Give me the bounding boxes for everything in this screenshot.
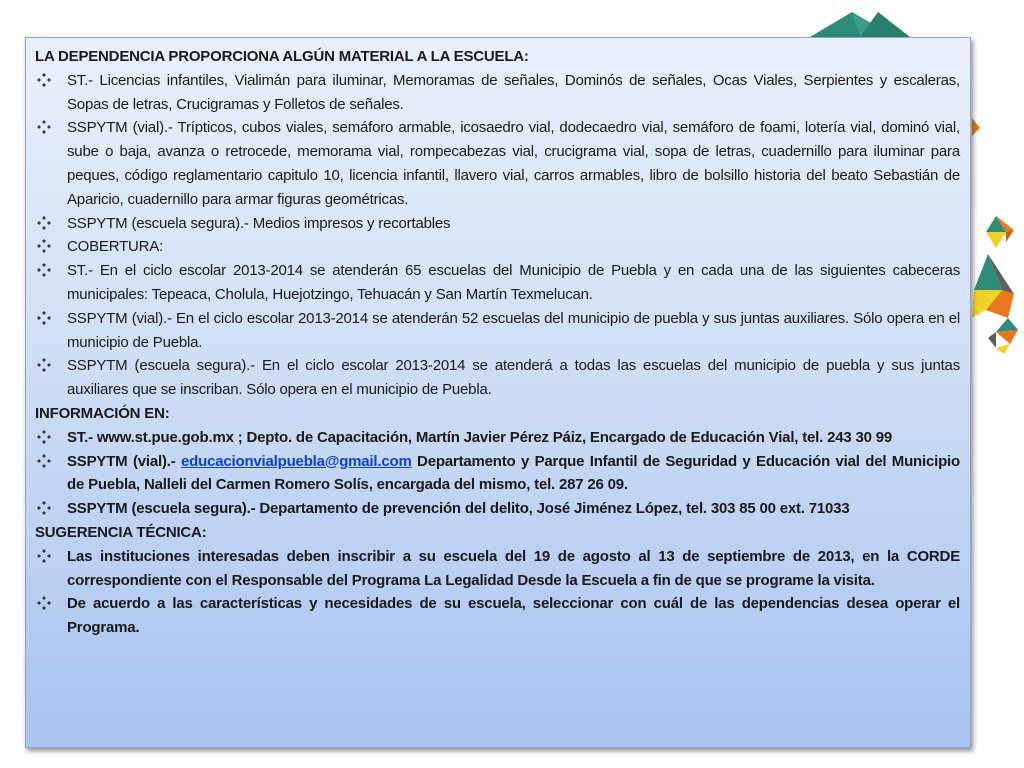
section-heading: LA DEPENDENCIA PROPORCIONA ALGÚN MATERIAL A LA ESCUELA: [35,48,529,65]
diamond-bullet-icon [37,69,51,93]
diamond-bullet-icon [37,450,51,474]
bullet-text: ST.- www.st.pue.gob.mx ; Depto. de Capacitación, Martín Javier Pérez Páiz, Encargado de Educación Vial, tel. 243 30 99 [67,428,892,446]
diamond-bullet-icon [37,426,51,450]
diamond-bullet-icon [37,235,51,259]
bullet-prefix: SSPYTM (vial).- [67,452,182,470]
diamond-bullet-icon [37,307,51,331]
bullet-text: SSPYTM (escuela segura).- Departamento de prevención del delito, José Jiménez López, tel. 303 85 00 ext. 71033 [67,500,850,518]
bullet-text: De acuerdo a las características y necesidades de su escuela, seleccionar con cuál de las dependencias desea operar el Programa. [67,595,960,637]
email-link[interactable]: educacionvialpuebla@gmail.com [181,452,412,470]
bullet-item [35,450,960,498]
diamond-bullet-icon [37,212,51,236]
bullet-text: SSPYTM (escuela segura).- En el ciclo escolar 2013-2014 se atenderá a todas las escuelas del municipio de puebla y sus juntas auxiliares que se inscriban. Sólo opera en el municipio de Puebla. [67,357,960,399]
diamond-bullet-icon [37,259,51,283]
bullet-text: COBERTURA: [67,238,164,256]
bullet-item [35,235,960,259]
diamond-bullet-icon [37,497,51,521]
bullet-text: SSPYTM (escuela segura).- Medios impresos y recortables [67,214,451,232]
section-heading: SUGERENCIA TÉCNICA: [35,523,207,541]
bullet-item [35,497,960,521]
slide-text [35,45,960,640]
bullet-item [35,592,960,640]
bullet-item [35,307,960,355]
diamond-bullet-icon [37,592,51,616]
bullet-text: ST.- En el ciclo escolar 2013-2014 se atenderán 65 escuelas del Municipio de Puebla y en cada una de las siguientes cabeceras municipales: Tepeaca, Cholula, Huejotzingo, Tehuacán y San Martín Texmelucan. [67,262,960,303]
bullet-item [35,259,960,307]
bullet-item [35,354,960,402]
bullet-text: SSPYTM (vial).- En el ciclo escolar 2013-2014 se atenderán 52 escuelas del municipio de puebla y sus juntas auxiliares. Sólo opera en el municipio de Puebla. [67,309,960,351]
bullet-text: SSPYTM (vial).- Trípticos, cubos viales, semáforo armable, icosaedro vial, dodecaedro vial, semáforo de foami, lotería vial, dominó vial, sube o baja, avanza o retrocede, memorama vial, rompecabezas vial, crucigrama vial, sopa de letras, cuadernillo para iluminar para peques, código reglamentario capitulo 10, licencia infantil, llavero vial, carros armables, libro de bolsillo historia del beato Sebastián de Aparicio, cuadernillo para armar figuras geométricas. [67,119,960,208]
bullet-text: ST.- Licencias infantiles, Vialimán para iluminar, Memoramas de señales, Dominós de señales, Ocas Viales, Serpientes y escaleras, Sopas de letras, Crucigramas y Folletos de señales. [67,71,960,113]
pyramid-cluster-bottom [988,318,1018,354]
pyramid-cluster-small [986,216,1014,248]
content-panel [25,37,971,748]
diamond-bullet-icon [37,354,51,378]
pyramid-cluster-large [972,254,1014,318]
bullet-item [35,69,960,117]
bullet-item [35,116,960,211]
diamond-bullet-icon [37,116,51,140]
bullet-item [35,212,960,236]
bullet-item [35,426,960,450]
diamond-bullet-icon [37,545,51,569]
bullet-suffix: Departamento y Parque Infantil de Seguridad y Educación vial del Municipio de Puebla, Nalleli del Carmen Romero Solís, encargada del mismo, tel. 287 26 09. [67,452,960,494]
bullet-item [35,545,960,593]
bullet-text: Las instituciones interesadas deben inscribir a su escuela del 19 de agosto al 13 de septiembre de 2013, en la CORDE correspondiente con el Responsable del Programa La Legalidad Desde la Escuela a fin de que se programe la visita. [67,547,960,589]
section-heading: INFORMACIÓN EN: [35,404,170,422]
